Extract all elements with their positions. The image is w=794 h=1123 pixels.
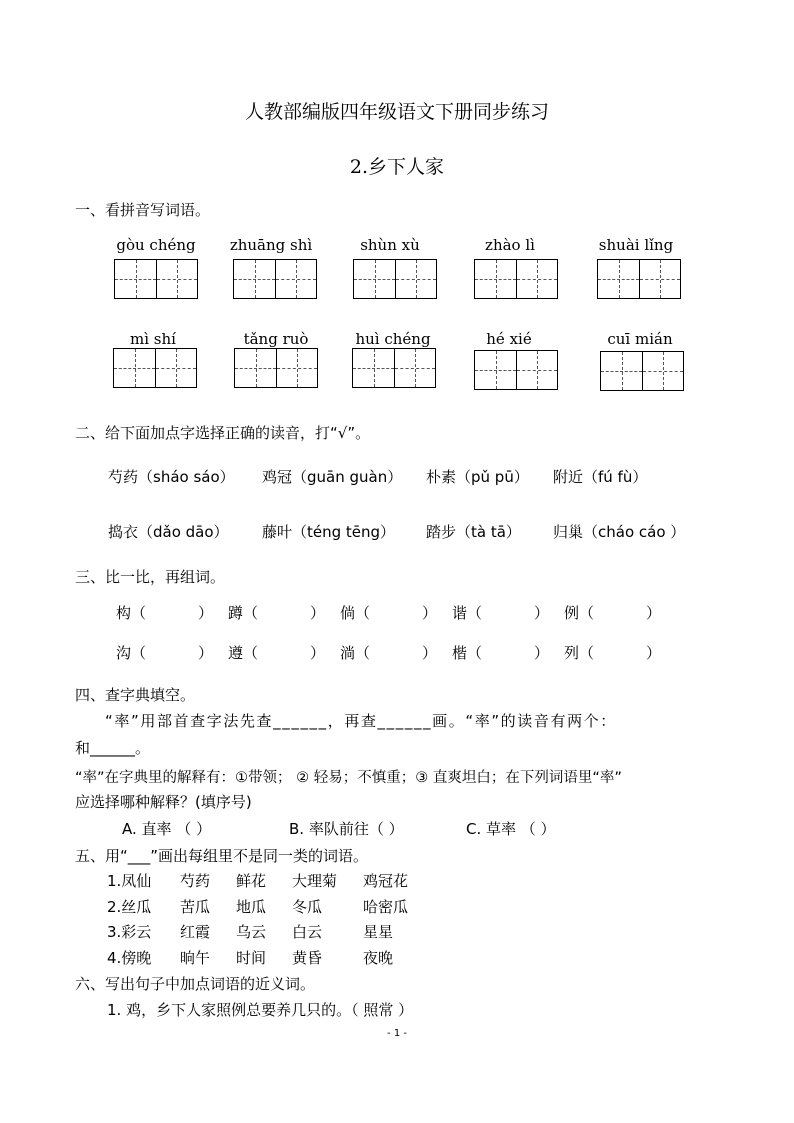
page-number: - 1 - (387, 1028, 407, 1039)
option-a[interactable]: A. 直率 （ ） (122, 820, 212, 838)
word-item[interactable]: 苦瓜 (180, 898, 211, 916)
compare-char: 楷（ (452, 644, 483, 662)
dictionary-question: “率”用部首查字法先查______，再查______画。“率”的读音有两个： (105, 712, 617, 730)
writing-grid[interactable] (233, 259, 317, 299)
word-item[interactable]: 冬瓜 (292, 898, 323, 916)
section-1-heading: 一、看拼音写词语。 (75, 201, 211, 219)
word-item[interactable]: 大理菊 (292, 872, 338, 890)
section-2-heading: 二、给下面加点字选择正确的读音，打“√”。 (75, 424, 371, 442)
writing-grid[interactable] (353, 259, 437, 299)
pronunciation-item[interactable]: 踏步（tà tā） (426, 523, 521, 541)
word-item[interactable]: 哈密瓜 (363, 898, 409, 916)
compare-char: 遵（ (228, 644, 259, 662)
dictionary-question: 应选择哪种解释？(填序号) (75, 793, 252, 811)
compare-char: 列（ (564, 644, 595, 662)
compare-paren: ） (310, 604, 326, 622)
pinyin-label: hé xié (486, 330, 532, 348)
compare-paren: ） (422, 604, 438, 622)
compare-paren: ） (534, 644, 550, 662)
pinyin-label: cuī mián (607, 330, 673, 348)
pinyin-label: gòu chéng (116, 236, 196, 254)
word-item[interactable]: 白云 (292, 923, 323, 941)
section-5-heading: 五、用“___”画出每组里不是同一类的词语。 (75, 847, 369, 865)
compare-paren: ） (198, 604, 214, 622)
word-item[interactable]: 1.凤仙 (107, 872, 152, 890)
pinyin-label: tǎng ruò (243, 330, 309, 348)
writing-grid[interactable] (114, 259, 198, 299)
pronunciation-item[interactable]: 芍药（sháo sáo） (108, 468, 235, 486)
word-item[interactable]: 地瓜 (236, 898, 267, 916)
compare-paren: ） (310, 644, 326, 662)
pronunciation-item[interactable]: 藤叶（téng tēng） (262, 523, 396, 541)
word-item[interactable]: 红霞 (180, 923, 211, 941)
compare-paren: ） (198, 644, 214, 662)
synonym-question: 1. 鸡，乡下人家照例总要养几只的。（ 照常 ） (107, 1001, 414, 1019)
word-item[interactable]: 乌云 (236, 923, 267, 941)
compare-char: 构（ (116, 604, 147, 622)
word-item[interactable]: 3.彩云 (107, 923, 152, 941)
compare-paren: ） (422, 644, 438, 662)
compare-char: 淌（ (340, 644, 371, 662)
compare-char: 谐（ (452, 604, 483, 622)
section-3-heading: 三、比一比，再组词。 (75, 568, 226, 586)
word-item[interactable]: 星星 (363, 923, 394, 941)
word-item[interactable]: 2.丝瓜 (107, 898, 152, 916)
writing-grid[interactable] (234, 348, 318, 388)
word-item[interactable]: 芍药 (180, 872, 211, 890)
compare-char: 例（ (564, 604, 595, 622)
word-item[interactable]: 鸡冠花 (363, 872, 409, 890)
pronunciation-item[interactable]: 归巢（cháo cáo ） (553, 523, 686, 541)
compare-char: 沟（ (116, 644, 147, 662)
writing-grid[interactable] (113, 348, 197, 388)
word-item[interactable]: 夜晚 (363, 949, 394, 967)
dictionary-question: “率”在字典里的解释有：①带领； ② 轻易；不慎重；③ 直爽坦白；在下列词语里“率” (75, 770, 622, 786)
word-item[interactable]: 鲜花 (236, 872, 267, 890)
section-6-heading: 六、写出句子中加点词语的近义词。 (75, 975, 316, 993)
word-item[interactable]: 时间 (236, 949, 267, 967)
pinyin-label: zhuāng shì (229, 236, 313, 254)
compare-paren: ） (646, 644, 662, 662)
pinyin-label: shùn xù (360, 236, 420, 254)
pinyin-label: mì shí (130, 330, 176, 348)
compare-char: 蹲（ (228, 604, 259, 622)
pinyin-label: shuài lǐng (598, 236, 674, 254)
writing-grid[interactable] (600, 351, 684, 391)
pronunciation-item[interactable]: 捣衣（dǎo dāo） (108, 523, 229, 541)
pinyin-label: huì chéng (355, 330, 431, 348)
word-item[interactable]: 黄昏 (292, 949, 323, 967)
option-b[interactable]: B. 率队前往（ ） (289, 820, 404, 838)
option-c[interactable]: C. 草率 （ ） (466, 820, 556, 838)
dictionary-question: 和______。 (75, 739, 151, 757)
writing-grid[interactable] (474, 350, 558, 390)
compare-char: 倘（ (340, 604, 371, 622)
section-4-heading: 四、查字典填空。 (75, 686, 196, 704)
pronunciation-item[interactable]: 附近（fú fù） (553, 468, 648, 486)
pronunciation-item[interactable]: 鸡冠（guān guàn） (262, 468, 403, 486)
compare-paren: ） (534, 604, 550, 622)
writing-grid[interactable] (352, 348, 436, 388)
pronunciation-item[interactable]: 朴素（pǔ pū） (426, 468, 529, 486)
word-item[interactable]: 晌午 (180, 949, 211, 967)
writing-grid[interactable] (597, 259, 681, 299)
lesson-title: 2.乡下人家 (349, 156, 445, 178)
page-title: 人教部编版四年级语文下册同步练习 (244, 101, 549, 123)
pinyin-label: zhào lì (485, 236, 535, 254)
compare-paren: ） (646, 604, 662, 622)
word-item[interactable]: 4.傍晚 (107, 949, 152, 967)
writing-grid[interactable] (474, 259, 558, 299)
